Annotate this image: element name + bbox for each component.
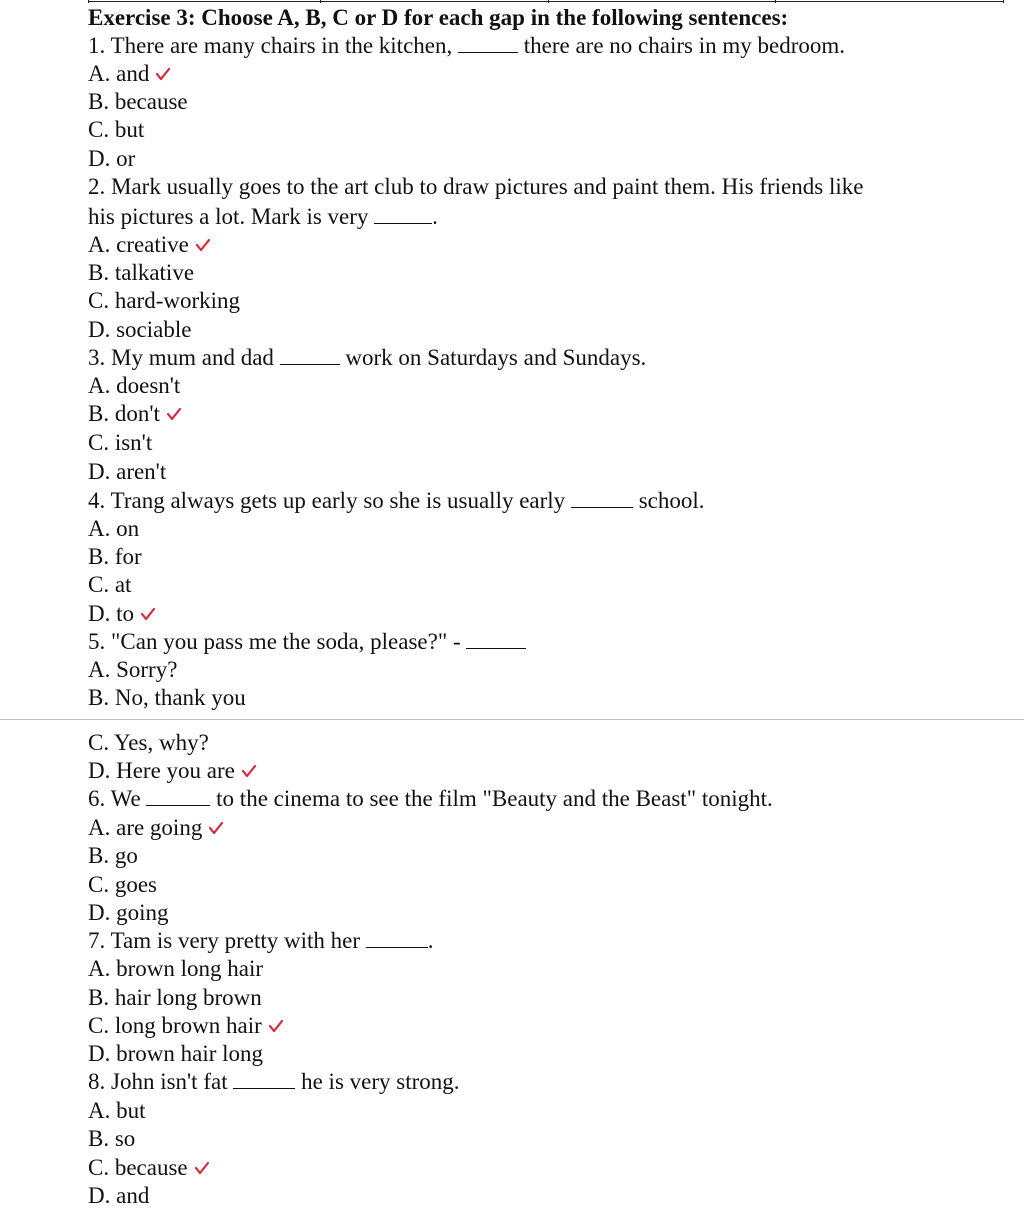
option-7d: D. brown hair long xyxy=(88,1041,264,1066)
option-5c: C. Yes, why? xyxy=(88,730,209,755)
question-7: 7. Tam is very pretty with her . xyxy=(88,928,434,953)
option-4d: D. to xyxy=(88,600,156,628)
option-8c: C. because xyxy=(88,1154,210,1182)
checkmark-icon xyxy=(195,238,211,252)
option-5b: B. No, thank you xyxy=(88,685,246,710)
table-border-tick xyxy=(775,0,776,3)
answer-gap xyxy=(466,634,526,649)
option-1c: C. but xyxy=(88,117,145,142)
option-8b: B. so xyxy=(88,1126,136,1151)
answer-gap xyxy=(146,791,210,806)
checkmark-icon xyxy=(241,764,257,778)
table-border-tick xyxy=(1003,0,1004,3)
option-4a: A. on xyxy=(88,516,140,541)
option-2c: C. hard-working xyxy=(88,288,241,313)
question-4: 4. Trang always gets up early so she is usually early school. xyxy=(88,488,705,513)
question-text: 1. There are many chairs in the kitchen, xyxy=(88,33,458,58)
option-2d: D. sociable xyxy=(88,317,192,342)
table-border-tick xyxy=(320,0,321,3)
option-5d: D. Here you are xyxy=(88,757,257,785)
option-2a: A. creative xyxy=(88,231,211,259)
option-6d: D. going xyxy=(88,900,169,925)
option-8d: D. and xyxy=(88,1183,150,1208)
option-1b: B. because xyxy=(88,89,188,114)
option-8a: A. but xyxy=(88,1098,146,1123)
question-6: 6. We to the cinema to see the film "Beauty and the Beast" tonight. xyxy=(88,786,773,811)
answer-gap xyxy=(280,350,340,365)
checkmark-icon xyxy=(208,821,224,835)
answer-gap xyxy=(458,38,518,53)
top-table-border xyxy=(88,1,1004,2)
answer-gap xyxy=(374,209,432,224)
option-7c: C. long brown hair xyxy=(88,1012,284,1040)
option-3a: A. doesn't xyxy=(88,373,181,398)
option-7b: B. hair long brown xyxy=(88,985,262,1010)
page-divider xyxy=(0,719,1024,720)
exercise-heading: Exercise 3: Choose A, B, C or D for each gap in the following sentences: xyxy=(88,5,789,30)
question-1 xyxy=(88,32,845,60)
question-text: there are no chairs in my bedroom. xyxy=(518,33,845,58)
answer-gap xyxy=(571,493,633,508)
option-1a: A. and xyxy=(88,60,171,88)
option-6a: A. are going xyxy=(88,814,224,842)
option-6b: B. go xyxy=(88,843,138,868)
checkmark-icon xyxy=(140,607,156,621)
option-4c: C. at xyxy=(88,572,132,597)
option-3d: D. aren't xyxy=(88,459,167,484)
option-3b: B. don't xyxy=(88,400,182,428)
question-2-line-1: 2. Mark usually goes to the art club to draw pictures and paint them. His friends like xyxy=(88,174,864,199)
option-5a: A. Sorry? xyxy=(88,657,178,682)
checkmark-icon xyxy=(166,407,182,421)
checkmark-icon xyxy=(268,1019,284,1033)
option-6c: C. goes xyxy=(88,872,157,897)
question-8: 8. John isn't fat he is very strong. xyxy=(88,1069,460,1094)
question-2-line-2: his pictures a lot. Mark is very . xyxy=(88,204,438,229)
option-3c: C. isn't xyxy=(88,430,153,455)
answer-gap xyxy=(366,933,428,948)
table-border-tick xyxy=(548,0,549,3)
answer-gap xyxy=(233,1074,295,1089)
checkmark-icon xyxy=(194,1161,210,1175)
option-2b: B. talkative xyxy=(88,260,195,285)
option-7a: A. brown long hair xyxy=(88,956,264,981)
question-3: 3. My mum and dad work on Saturdays and Sundays. xyxy=(88,345,647,370)
checkmark-icon xyxy=(155,67,171,81)
option-4b: B. for xyxy=(88,544,142,569)
option-1d: D. or xyxy=(88,146,136,171)
table-border-tick xyxy=(88,0,89,3)
question-5: 5. "Can you pass me the soda, please?" - xyxy=(88,628,526,656)
